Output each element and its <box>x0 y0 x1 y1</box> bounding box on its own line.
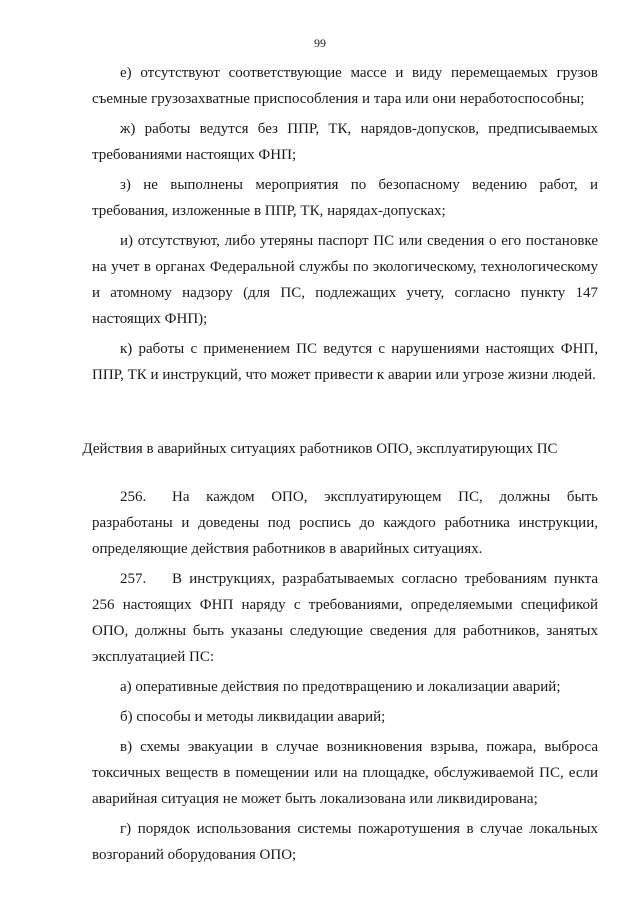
paragraph-item-i: и) отсутствуют, либо утеряны паспорт ПС или сведения о его постановке на учет в органах Федеральной службы по экологическому, технологическому и атомному надзору (для ПС, подлежащих учету, согласно пункту 147 настоящих ФНП); <box>92 233 598 327</box>
paragraph-item-b: б) способы и методы ликвидации аварий; <box>120 709 386 725</box>
paragraph-number: 257. <box>120 571 147 587</box>
document-body-top <box>92 60 598 388</box>
document-body-bottom <box>92 484 598 868</box>
page-number: 99 <box>314 36 326 50</box>
paragraph-item-a: а) оперативные действия по предотвращению и локализации аварий; <box>120 679 561 695</box>
paragraph-item-k: к) работы с применением ПС ведутся с нарушениями настоящих ФНП, ППР, ТК и инструкций, что может привести к аварии или угрозе жизни людей. <box>92 341 598 383</box>
paragraph-number: 256. <box>120 489 147 505</box>
paragraph-text: В инструкциях, разрабатываемых согласно требованиям пункта 256 настоящих ФНП наряду с требованиями, определяемыми спецификой ОПО, должны быть указаны следующие сведения для работников, занятых эксплуатацией ПС: <box>92 571 598 665</box>
paragraph-item-e: е) отсутствуют соответствующие массе и виду перемещаемых грузов съемные грузозахватные приспособления и тара или они неработоспособны; <box>92 65 598 107</box>
paragraph-item-g: г) порядок использования системы пожаротушения в случае локальных возгораний оборудования ОПО; <box>92 821 598 863</box>
paragraph-text: На каждом ОПО, эксплуатирующем ПС, должны быть разработаны и доведены под роспись до каждого работника инструкции, определяющие действия работников в аварийных ситуациях. <box>92 489 598 557</box>
paragraph-item-v: в) схемы эвакуации в случае возникновения взрыва, пожара, выброса токсичных веществ в помещении или на площадке, обслуживаемой ПС, если аварийная ситуация не может быть локализована или ликвидирована; <box>92 739 598 807</box>
paragraph-256 <box>92 484 598 562</box>
paragraph-257 <box>92 566 598 670</box>
paragraph-item-z: з) не выполнены мероприятия по безопасному ведению работ, и требования, изложенные в ППР, ТК, нарядах-допусках; <box>92 177 598 219</box>
paragraph-item-zh: ж) работы ведутся без ППР, ТК, нарядов-допусков, предписываемых требованиями настоящих ФНП; <box>92 121 598 163</box>
section-heading: Действия в аварийных ситуациях работников ОПО, эксплуатирующих ПС <box>82 441 558 457</box>
